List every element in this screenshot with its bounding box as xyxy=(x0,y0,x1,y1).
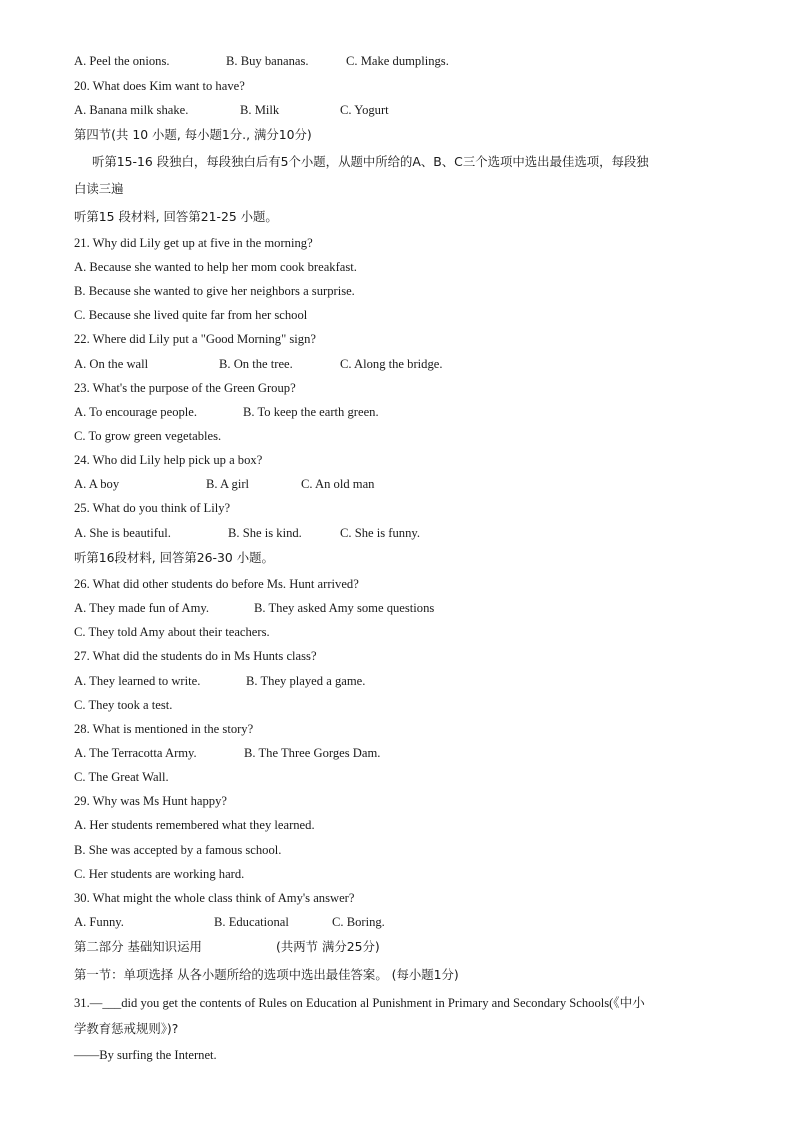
q30-question: 30. What might the whole class think of Amy's answer? xyxy=(74,891,355,905)
q27-option-c: C. They took a test. xyxy=(74,698,173,712)
part2-score: (共两节 满分25分) xyxy=(276,939,380,954)
q28-option-c: C. The Great Wall. xyxy=(74,770,169,784)
q23-option-a: A. To encourage people. xyxy=(74,405,198,419)
q28-question: 28. What is mentioned in the story? xyxy=(74,722,254,736)
q19-option-b: B. Buy bananas. xyxy=(226,54,309,68)
q24-option-a: A. A boy xyxy=(74,477,120,491)
q23-question: 23. What's the purpose of the Green Group? xyxy=(74,381,296,395)
q30-option-c: C. Boring. xyxy=(332,915,385,929)
part2-title: 第二部分 基础知识运用 xyxy=(74,939,202,954)
q21-option-a: A. Because she wanted to help her mom cook breakfast. xyxy=(74,260,357,274)
q25-option-c: C. She is funny. xyxy=(340,526,420,540)
q20-option-b: B. Milk xyxy=(240,103,280,117)
q19-option-a: A. Peel the onions. xyxy=(74,54,170,68)
q21-question: 21. Why did Lily get up at five in the morning? xyxy=(74,236,313,250)
q19-option-c: C. Make dumplings. xyxy=(346,54,449,68)
q25-option-b: B. She is kind. xyxy=(228,526,302,540)
passage15-heading: 听第15 段材料, 回答第21-25 小题。 xyxy=(74,209,278,224)
q24-question: 24. Who did Lily help pick up a box? xyxy=(74,453,263,467)
q20-option-c: C. Yogurt xyxy=(340,103,389,117)
q27-option-b: B. They played a game. xyxy=(246,674,366,688)
q31-line1: 31.—___did you get the contents of Rules on Education al Punishment in Primary and Secondary Schools(《中小 xyxy=(74,996,645,1010)
section4-instruction-line1: 听第15-16 段独白，每段独白后有5个小题，从题中所给的A、B、C三个选项中选出最佳选项，每段独 xyxy=(92,154,649,169)
q22-option-b: B. On the tree. xyxy=(219,357,293,371)
q26-option-b: B. They asked Amy some questions xyxy=(254,601,435,615)
q29-option-c: C. Her students are working hard. xyxy=(74,867,245,881)
q26-option-a: A. They made fun of Amy. xyxy=(74,601,210,615)
q28-option-a: A. The Terracotta Army. xyxy=(74,746,197,760)
q29-option-a: A. Her students remembered what they learned. xyxy=(74,818,315,832)
q28-option-b: B. The Three Gorges Dam. xyxy=(244,746,381,760)
q22-question: 22. Where did Lily put a "Good Morning" sign? xyxy=(74,332,316,346)
q27-question: 27. What did the students do in Ms Hunts class? xyxy=(74,649,317,663)
q21-option-b: B. Because she wanted to give her neighbors a surprise. xyxy=(74,284,355,298)
q24-option-b: B. A girl xyxy=(206,477,250,491)
q20-question: 20. What does Kim want to have? xyxy=(74,79,245,93)
q23-option-b: B. To keep the earth green. xyxy=(243,405,379,419)
q31-answer: ——By surfing the Internet. xyxy=(74,1048,217,1062)
q23-option-c: C. To grow green vegetables. xyxy=(74,429,222,443)
q31-line2: 学教育惩戒规则》)? xyxy=(74,1021,179,1036)
q30-option-a: A. Funny. xyxy=(74,915,124,929)
q20-option-a: A. Banana milk shake. xyxy=(74,103,189,117)
q30-option-b: B. Educational xyxy=(214,915,289,929)
q22-option-c: C. Along the bridge. xyxy=(340,357,443,371)
q22-option-a: A. On the wall xyxy=(74,357,149,371)
q25-question: 25. What do you think of Lily? xyxy=(74,501,231,515)
q24-option-c: C. An old man xyxy=(301,477,375,491)
q25-option-a: A. She is beautiful. xyxy=(74,526,171,540)
q27-option-a: A. They learned to write. xyxy=(74,674,201,688)
q26-question: 26. What did other students do before Ms. Hunt arrived? xyxy=(74,577,359,591)
section4-heading: 第四节(共 10 小题, 每小题1分., 满分10分) xyxy=(74,127,312,142)
passage16-heading: 听第16段材料, 回答第26-30 小题。 xyxy=(74,550,274,565)
section1-heading: 第一节：单项选择 从各小题所给的选项中选出最佳答案。 (每小题1分) xyxy=(74,967,459,982)
q26-option-c: C. They told Amy about their teachers. xyxy=(74,625,270,639)
section4-instruction-line2: 白读三遍 xyxy=(74,181,124,196)
q21-option-c: C. Because she lived quite far from her school xyxy=(74,308,308,322)
q29-option-b: B. She was accepted by a famous school. xyxy=(74,843,282,857)
q29-question: 29. Why was Ms Hunt happy? xyxy=(74,794,227,808)
